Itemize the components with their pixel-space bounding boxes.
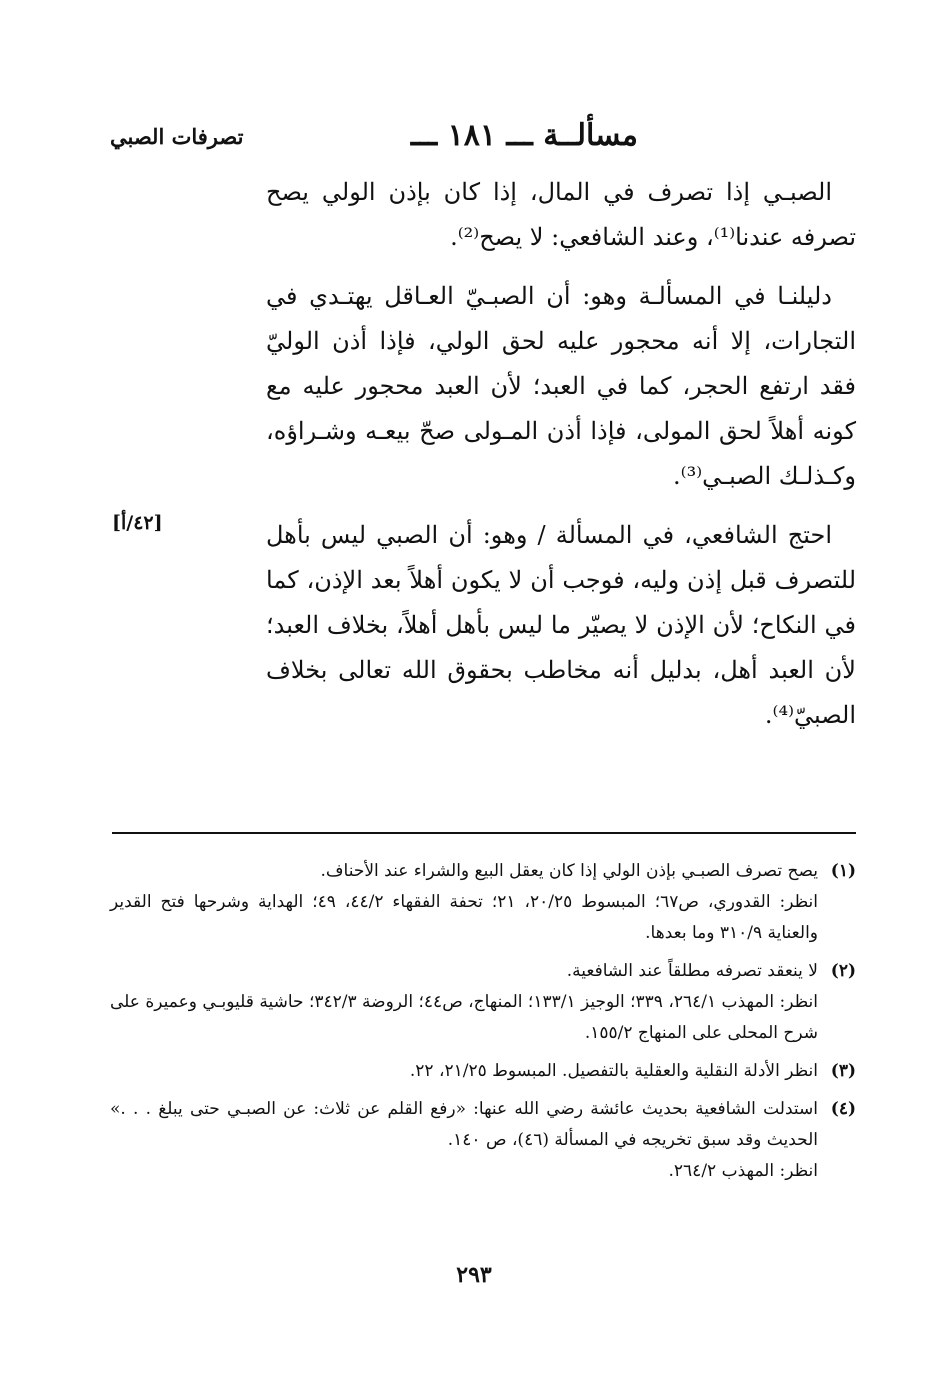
footnote-text: انظر الأدلة النقلية والعقلية بالتفصيل. المبسوط ٢١/٢٥، ٢٢. bbox=[409, 1061, 818, 1081]
footnote-text: يصح تصرف الصبـي بإذن الولي إذا كان يعقل البيع والشراء عند الأحناف. bbox=[320, 861, 818, 881]
footnote bbox=[110, 956, 856, 1049]
paragraph-our-evidence: دليلنـا في المسألـة وهو: أن الصبـيّ العـاقل يهتـدي في التجارات، إلا أنه محجور عليه لحق الولي، فإذا أذن الوليّ فقد ارتفع الحجر، كما في العبد؛ لأن العبد محجور عليه مع كونه أهلاً لحق المولى، فإذا أذن المـولى صحّ بيعـه وشـراؤه، وكـذلـك الصبـي⁽³⁾. bbox=[266, 282, 856, 490]
footnote-references: انظر: المهذب ٢٦٤/١، ٣٣٩؛ الوجيز ١٣٣/١؛ المنهاج، ص٤٤؛ الروضة ٣٤٢/٣؛ حاشية قليوبـي وعميرة على شرح المحلى على المنهاج ١٥٥/٢. bbox=[110, 992, 818, 1043]
footnote-body bbox=[110, 1094, 818, 1187]
footnote-body bbox=[110, 956, 818, 1049]
page-header bbox=[110, 118, 838, 158]
page-number: ٢٩٣ bbox=[456, 1262, 492, 1288]
footnote-divider bbox=[112, 832, 856, 834]
footnote-text: لا ينعقد تصرفه مطلقاً عند الشافعية. bbox=[566, 961, 818, 981]
footnote bbox=[110, 1056, 856, 1087]
footnote-number: (٣) bbox=[830, 1061, 856, 1081]
footnotes bbox=[110, 856, 856, 1194]
footnote-references: انظر: القدوري، ص٦٧؛ المبسوط ٢٠/٢٥، ٢١؛ تحفة الفقهاء ٤٤/٢، ٤٩؛ الهداية وشرحها فتح القدير والعناية ٣١٠/٩ وما بعدها. bbox=[110, 892, 819, 943]
running-head: تصرفات الصبي bbox=[110, 124, 244, 149]
body-text bbox=[266, 170, 856, 752]
footnote bbox=[110, 1094, 856, 1187]
paragraph-shafii-argument: احتج الشافعي، في المسألة / وهو: أن الصبي ليس بأهل للتصرف قبل إذن وليه، فوجب أن لا يكون أهلاً بعد الإذن، كما في النكاح؛ لأن الإذن لا يصيّر ما ليس بأهل أهلاً، بخلاف العبد؛ لأن العبد أهل، بدليل أنه مخاطب بحقوق الله تعالى بخلاف الصبيّ⁽⁴⁾. bbox=[266, 521, 857, 729]
footnote-body bbox=[110, 1056, 818, 1087]
footnote-number: (١) bbox=[830, 861, 856, 881]
footnote-number: (٤) bbox=[830, 1099, 856, 1119]
masala-title: مسألــة ـــ ١٨١ ـــ bbox=[410, 118, 638, 153]
footnote-body bbox=[110, 856, 818, 949]
footnote-text: استدلت الشافعية بحديث عائشة رضي الله عنها: «رفع القلم عن ثلاث: عن الصبـي حتى يبلغ . . .» الحديث وقد سبق تخريجه في المسألة (٤٦)، ص ١٤٠. bbox=[110, 1099, 818, 1150]
manuscript-folio-note: [٤٢/أ] bbox=[112, 512, 163, 534]
footnote bbox=[110, 856, 856, 949]
paragraph-ruling: الصبـي إذا تصرف في المال، إذا كان بإذن الولي يصح تصرفه عندنا⁽¹⁾، وعند الشافعي: لا يصح⁽²⁾. bbox=[266, 178, 856, 251]
footnote-number: (٢) bbox=[830, 961, 856, 981]
footnote-references: انظر: المهذب ٢٦٤/٢. bbox=[668, 1161, 818, 1181]
